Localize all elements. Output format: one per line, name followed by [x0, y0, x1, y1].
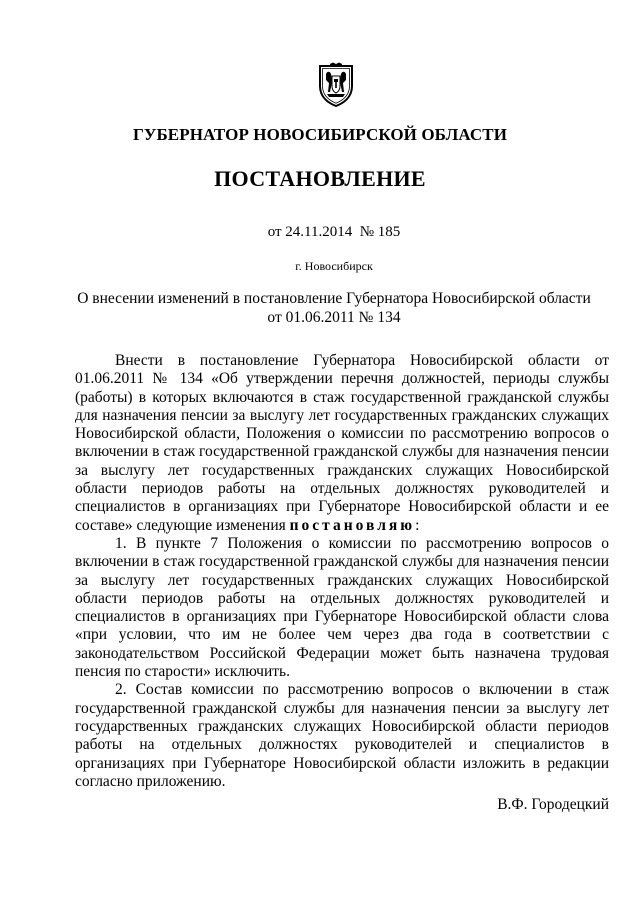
document-body — [75, 352, 609, 791]
intro-text: Внести в постановление Губернатора Новосибирской области от 01.06.2011 № 134 «Об утверждении перечня должностей, периоды службы (работы) в которых включаются в стаж государственной гражданской службы для назначения пенсии за выслугу лет государственных гражданских служащих Новосибирской области, Положения о комиссии по рассмотрению вопросов о включении в стаж государственной гражданской службы для назначения пенсии за выслугу лет государственных гражданских служащих Новосибирской области периодов работы на отдельных должностях руководителей и специалистов в организациях при Губернаторе Новосибирской области и ее составе» следующие изменения — [75, 352, 609, 534]
signature-name: В.Ф. Городецкий — [497, 796, 609, 813]
subject-line-1: О внесении изменений в постановление Губернатора Новосибирской области — [77, 290, 591, 307]
item-2-paragraph: 2. Состав комиссии по рассмотрению вопросов о включении в стаж государственной гражданской службы для назначения пенсии за выслугу лет государственных гражданских служащих Новосибирской области периодов работы на отдельных должностях руководителей и специалистов в организациях при Губернаторе Новосибирской области изложить в редакции согласно приложению. — [75, 681, 609, 790]
document-city: г. Новосибирск — [295, 259, 373, 273]
decree-colon: : — [415, 516, 420, 534]
issuing-authority: ГУБЕРНАТОР НОВОСИБИРСКОЙ ОБЛАСТИ — [132, 125, 508, 144]
document-subject — [14, 289, 640, 327]
item-1-paragraph: 1. В пункте 7 Положения о комиссии по рассмотрению вопросов о включении в стаж государственной гражданской службы для назначения пенсии за выслугу лет государственных гражданских служащих Новосибирской области периодов работы на отдельных должностях руководителей и специалистов в организациях при Губернаторе Новосибирской области слова «при условии, что им не более чем через два года в соответствии с законодательством Российской Федерации может быть назначена трудовая пенсия по старости» исключить. — [75, 534, 609, 681]
subject-line-2: от 01.06.2011 № 134 — [267, 309, 401, 326]
intro-paragraph — [75, 352, 609, 535]
coat-of-arms-icon — [316, 62, 356, 108]
decree-word: постановляю — [289, 516, 416, 534]
document-type-title: ПОСТАНОВЛЕНИЕ — [214, 166, 426, 191]
document-date-number: от 24.11.2014 № 185 — [267, 224, 401, 240]
